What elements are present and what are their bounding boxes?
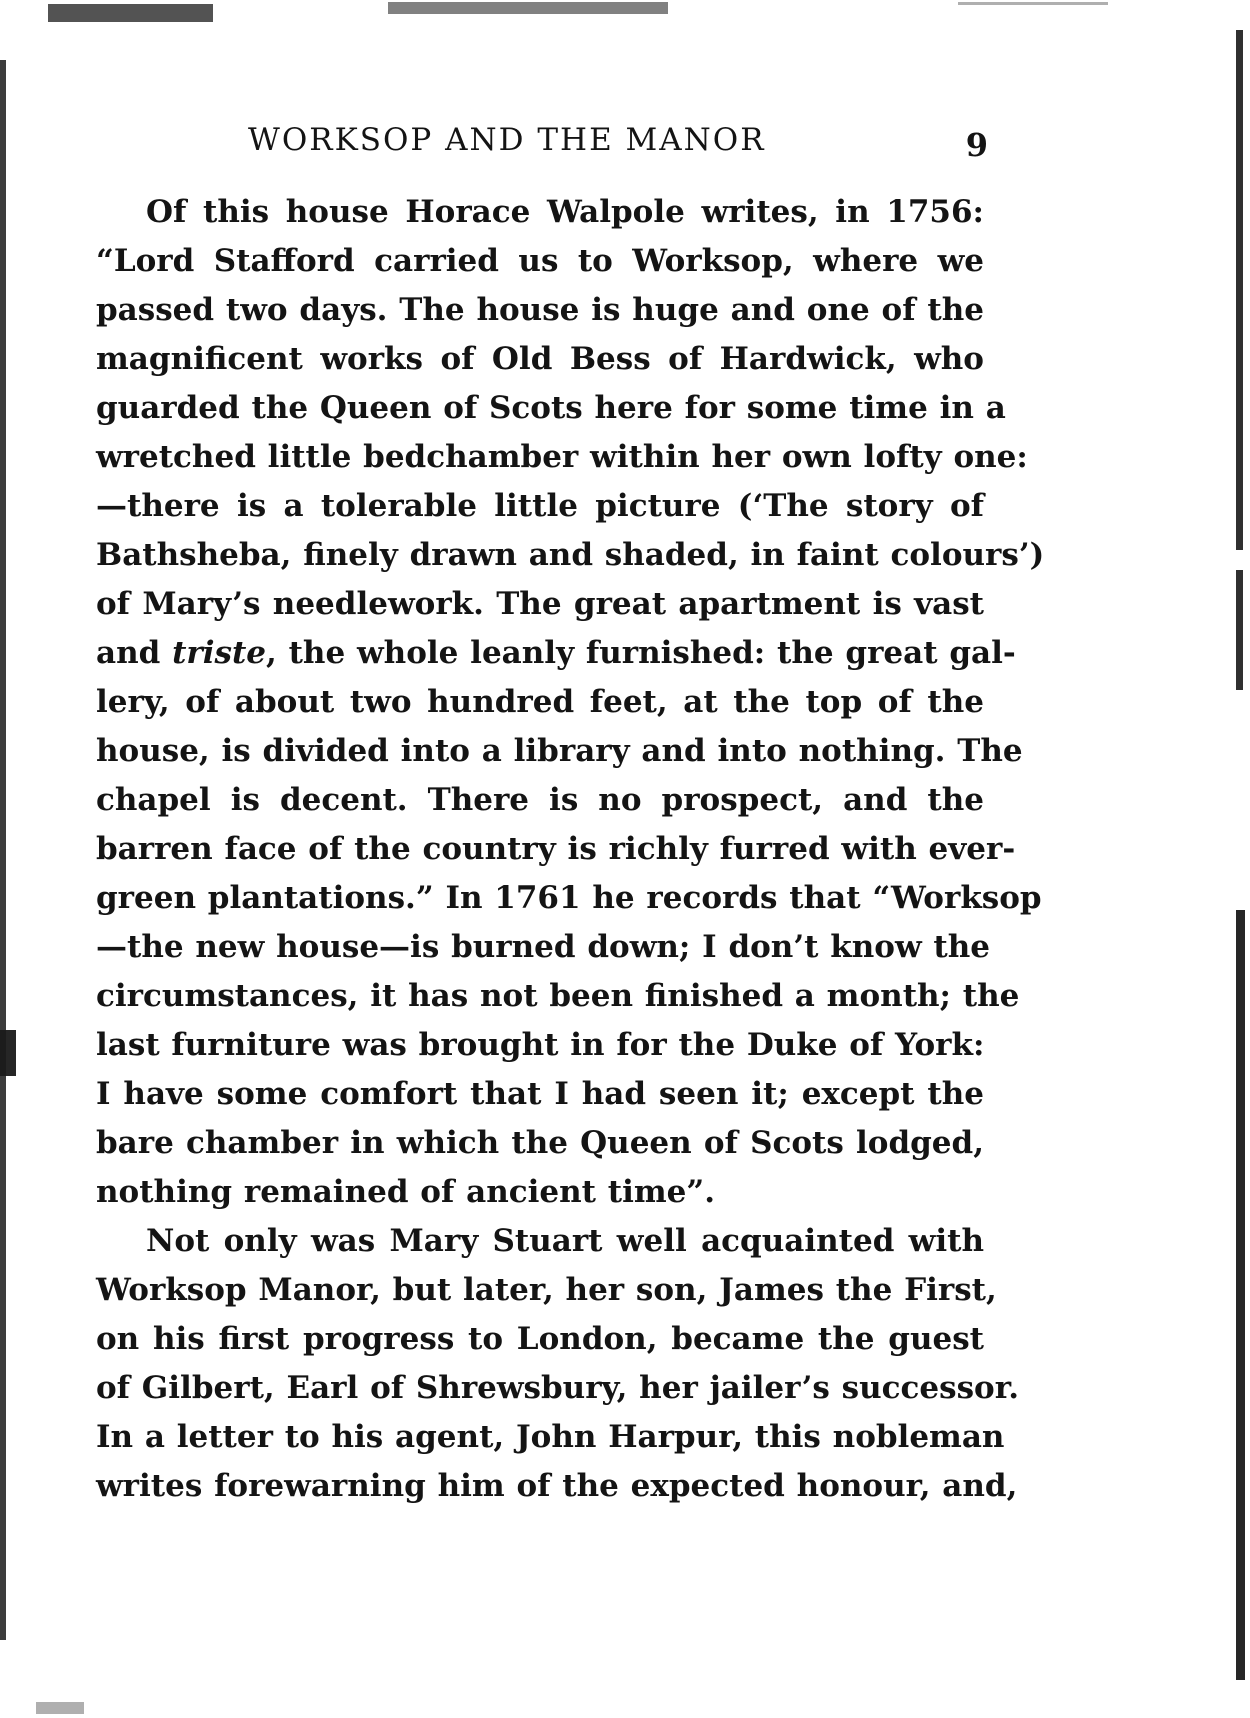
text-line-with-italic: and triste, the whole leanly furnished: the great gal- (96, 635, 1016, 671)
text-line: “Lord Stafford carried us to Worksop, where we (96, 243, 984, 279)
page-edge-right (1236, 570, 1243, 690)
running-title: WORKSOP AND THE MANOR (248, 122, 766, 158)
text-line: magnificent works of Old Bess of Hardwick, who (96, 341, 984, 377)
scan-artifact (48, 4, 213, 22)
italic-word: triste (172, 635, 267, 671)
text-line: of Gilbert, Earl of Shrewsbury, her jailer’s successor. (96, 1370, 1019, 1406)
text-line: chapel is decent. There is no prospect, and the (96, 782, 984, 818)
text-line: nothing remained of ancient time”. (96, 1174, 716, 1210)
text-line: on his first progress to London, became the guest (96, 1321, 984, 1357)
page-edge-left (0, 60, 6, 1640)
text-line: —there is a tolerable little picture (‘The story of (96, 488, 984, 524)
text-line: passed two days. The house is huge and one of the (96, 292, 984, 328)
text-line: of Mary’s needlework. The great apartment is vast (96, 586, 984, 622)
text-line: barren face of the country is richly furred with ever- (96, 831, 1016, 867)
text-line: Bathsheba, finely drawn and shaded, in faint colours’) (96, 537, 1045, 573)
text-line: circumstances, it has not been finished a month; the (96, 978, 1020, 1014)
running-head (248, 122, 988, 166)
text-line: Worksop Manor, but later, her son, James the First, (96, 1272, 997, 1308)
text-line: lery, of about two hundred feet, at the top of the (96, 684, 984, 720)
text-line: writes forewarning him of the expected honour, and, (96, 1468, 1018, 1504)
text-line: In a letter to his agent, John Harpur, this nobleman (96, 1419, 1005, 1455)
scan-artifact (36, 1702, 84, 1714)
text-line: guarded the Queen of Scots here for some time in a (96, 390, 1006, 426)
page-edge-right (1236, 30, 1243, 550)
text-line: —the new house—is burned down; I don’t know the (96, 929, 990, 965)
scan-artifact (958, 2, 1108, 5)
text-line: last furniture was brought in for the Duke of York: (96, 1027, 985, 1063)
text-line: Not only was Mary Stuart well acquainted with (146, 1223, 984, 1259)
page-number: 9 (965, 126, 988, 164)
page-edge-right (1236, 910, 1245, 1680)
body-text (96, 188, 1045, 1511)
scan-artifact (0, 1030, 16, 1076)
scan-artifact (388, 2, 668, 14)
text-line: green plantations.” In 1761 he records that “Worksop (96, 880, 1042, 916)
text-line: bare chamber in which the Queen of Scots lodged, (96, 1125, 984, 1161)
text-line: house, is divided into a library and into nothing. The (96, 733, 1023, 769)
text-line: wretched little bedchamber within her own lofty one: (96, 439, 1028, 475)
text-line: Of this house Horace Walpole writes, in 1756: (146, 194, 984, 230)
text-line: I have some comfort that I had seen it; except the (96, 1076, 984, 1112)
